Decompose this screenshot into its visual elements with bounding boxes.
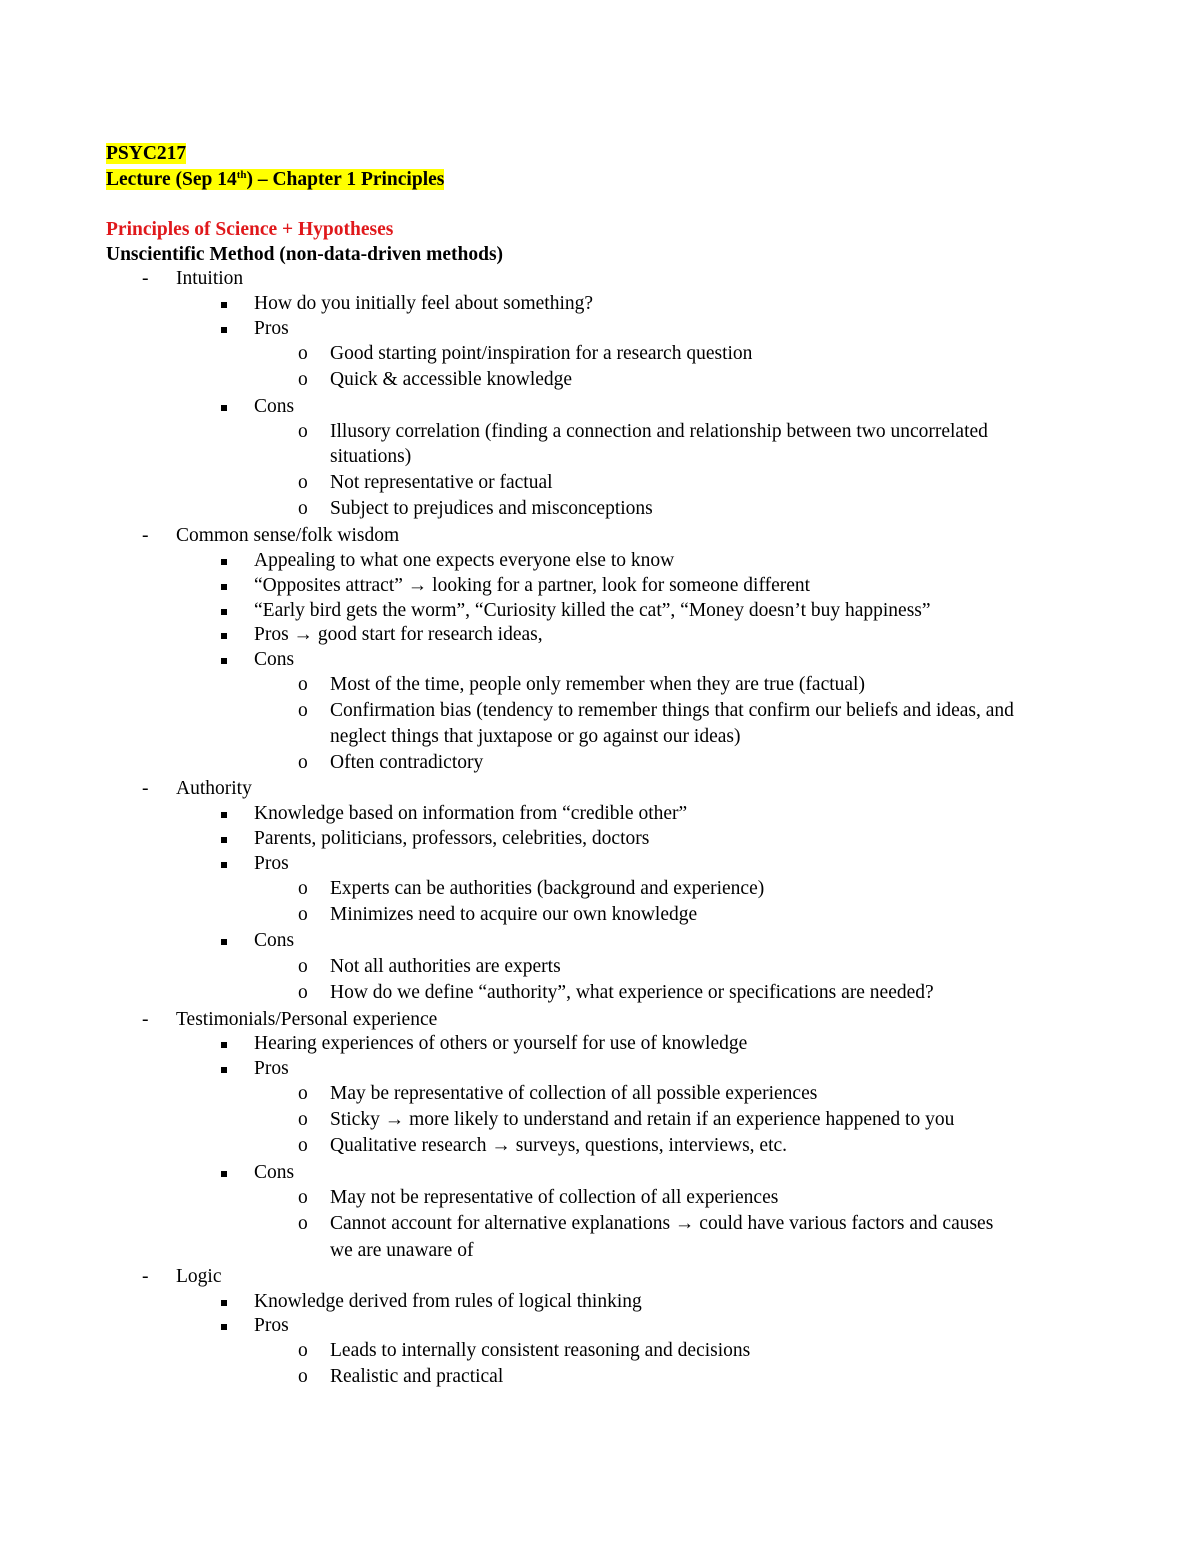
- circle-bullet: o: [298, 498, 308, 519]
- list-item-text: Good starting point/inspiration for a research question: [330, 343, 753, 364]
- list-item-text: Pros: [254, 853, 289, 874]
- list-item-text: situations): [330, 446, 412, 467]
- circle-bullet: o: [298, 956, 308, 977]
- square-bullet-icon: [221, 939, 227, 945]
- circle-bullet: o: [298, 700, 308, 721]
- list-item-text: Appealing to what one expects everyone else to know: [254, 550, 675, 571]
- circle-bullet: o: [298, 1109, 308, 1130]
- square-bullet-icon: [221, 658, 227, 664]
- circle-bullet: o: [298, 369, 308, 390]
- circle-bullet: o: [298, 421, 308, 442]
- square-bullet-icon: [221, 1067, 227, 1073]
- lecture-title: [106, 168, 444, 192]
- list-item-text: Pros → good start for research ideas,: [254, 624, 543, 645]
- lecture-date-superscript: th: [236, 169, 247, 181]
- circle-bullet: o: [298, 1135, 308, 1156]
- course-code: PSYC217: [106, 143, 187, 164]
- circle-bullet: o: [298, 1083, 308, 1104]
- list-item-text: Confirmation bias (tendency to remember things that confirm our beliefs and ideas, and: [330, 700, 1014, 721]
- list-item-text: Cons: [254, 649, 295, 670]
- list-item-text: Minimizes need to acquire our own knowledge: [330, 904, 698, 925]
- list-item-text: Sticky → more likely to understand and retain if an experience happened to you: [330, 1109, 955, 1130]
- list-item-text: “Opposites attract” → looking for a partner, look for someone different: [254, 575, 811, 596]
- circle-bullet: o: [298, 904, 308, 925]
- circle-bullet: o: [298, 1187, 308, 1208]
- square-bullet-icon: [221, 1171, 227, 1177]
- dash-bullet: -: [142, 1009, 149, 1030]
- list-item-text: Testimonials/Personal experience: [176, 1009, 438, 1030]
- list-item-text: Hearing experiences of others or yourself for use of knowledge: [254, 1033, 748, 1054]
- circle-bullet: o: [298, 1366, 308, 1387]
- square-bullet-icon: [221, 1300, 227, 1306]
- course-title: [106, 142, 186, 166]
- list-item-text: How do we define “authority”, what experience or specifications are needed?: [330, 982, 934, 1003]
- square-bullet-icon: [221, 812, 227, 818]
- list-item-text: we are unaware of: [330, 1240, 474, 1261]
- list-item-text: Cons: [254, 930, 295, 951]
- square-bullet-icon: [221, 633, 227, 639]
- list-item-text: Often contradictory: [330, 752, 484, 773]
- circle-bullet: o: [298, 472, 308, 493]
- circle-bullet: o: [298, 343, 308, 364]
- list-item-text: Realistic and practical: [330, 1366, 504, 1387]
- lecture-title-prefix: Lecture (Sep 14: [106, 169, 237, 190]
- list-item-text: Most of the time, people only remember when they are true (factual): [330, 674, 865, 695]
- dash-bullet: -: [142, 525, 149, 546]
- square-bullet-icon: [221, 609, 227, 615]
- square-bullet-icon: [221, 327, 227, 333]
- circle-bullet: o: [298, 878, 308, 899]
- square-bullet-icon: [221, 584, 227, 590]
- list-item-text: “Early bird gets the worm”, “Curiosity killed the cat”, “Money doesn’t buy happiness”: [254, 600, 931, 621]
- list-item-text: Parents, politicians, professors, celebrities, doctors: [254, 828, 650, 849]
- circle-bullet: o: [298, 982, 308, 1003]
- square-bullet-icon: [221, 837, 227, 843]
- list-item-text: May be representative of collection of all possible experiences: [330, 1083, 818, 1104]
- list-item-text: Knowledge derived from rules of logical thinking: [254, 1291, 642, 1312]
- list-item-text: Pros: [254, 318, 289, 339]
- list-item-text: Not all authorities are experts: [330, 956, 561, 977]
- list-item-text: Not representative or factual: [330, 472, 553, 493]
- dash-bullet: -: [142, 268, 149, 289]
- list-item-text: Experts can be authorities (background and experience): [330, 878, 765, 899]
- square-bullet-icon: [221, 405, 227, 411]
- circle-bullet: o: [298, 752, 308, 773]
- square-bullet-icon: [221, 862, 227, 868]
- dash-bullet: -: [142, 1266, 149, 1287]
- list-item-text: neglect things that juxtapose or go against our ideas): [330, 726, 741, 747]
- dash-bullet: -: [142, 778, 149, 799]
- circle-bullet: o: [298, 674, 308, 695]
- list-item-text: Quick & accessible knowledge: [330, 369, 573, 390]
- list-item-text: Subject to prejudices and misconceptions: [330, 498, 653, 519]
- list-item-text: Pros: [254, 1058, 289, 1079]
- list-item-text: Cons: [254, 396, 295, 417]
- list-item-text: Illusory correlation (finding a connection and relationship between two uncorrelated: [330, 421, 988, 442]
- square-bullet-icon: [221, 302, 227, 308]
- list-item-text: How do you initially feel about something?: [254, 293, 594, 314]
- list-item-text: Cannot account for alternative explanations → could have various factors and causes: [330, 1213, 994, 1234]
- circle-bullet: o: [298, 1213, 308, 1234]
- subheading: Unscientific Method (non-data-driven methods): [106, 244, 504, 265]
- square-bullet-icon: [221, 559, 227, 565]
- lecture-title-highlight: [106, 169, 444, 190]
- square-bullet-icon: [221, 1324, 227, 1330]
- list-item-text: Leads to internally consistent reasoning and decisions: [330, 1340, 751, 1361]
- list-item-text: Cons: [254, 1162, 295, 1183]
- list-item-text: Intuition: [176, 268, 244, 289]
- list-item-text: May not be representative of collection of all experiences: [330, 1187, 779, 1208]
- list-item-text: Pros: [254, 1315, 289, 1336]
- lecture-title-suffix: ) – Chapter 1 Principles: [246, 169, 445, 190]
- list-item-text: Logic: [176, 1266, 222, 1287]
- section-heading: Principles of Science + Hypotheses: [106, 219, 394, 240]
- circle-bullet: o: [298, 1340, 308, 1361]
- list-item-text: Qualitative research → surveys, questions, interviews, etc.: [330, 1135, 788, 1156]
- list-item-text: Common sense/folk wisdom: [176, 525, 400, 546]
- list-item-text: Knowledge based on information from “credible other”: [254, 803, 688, 824]
- square-bullet-icon: [221, 1042, 227, 1048]
- list-item-text: Authority: [176, 778, 252, 799]
